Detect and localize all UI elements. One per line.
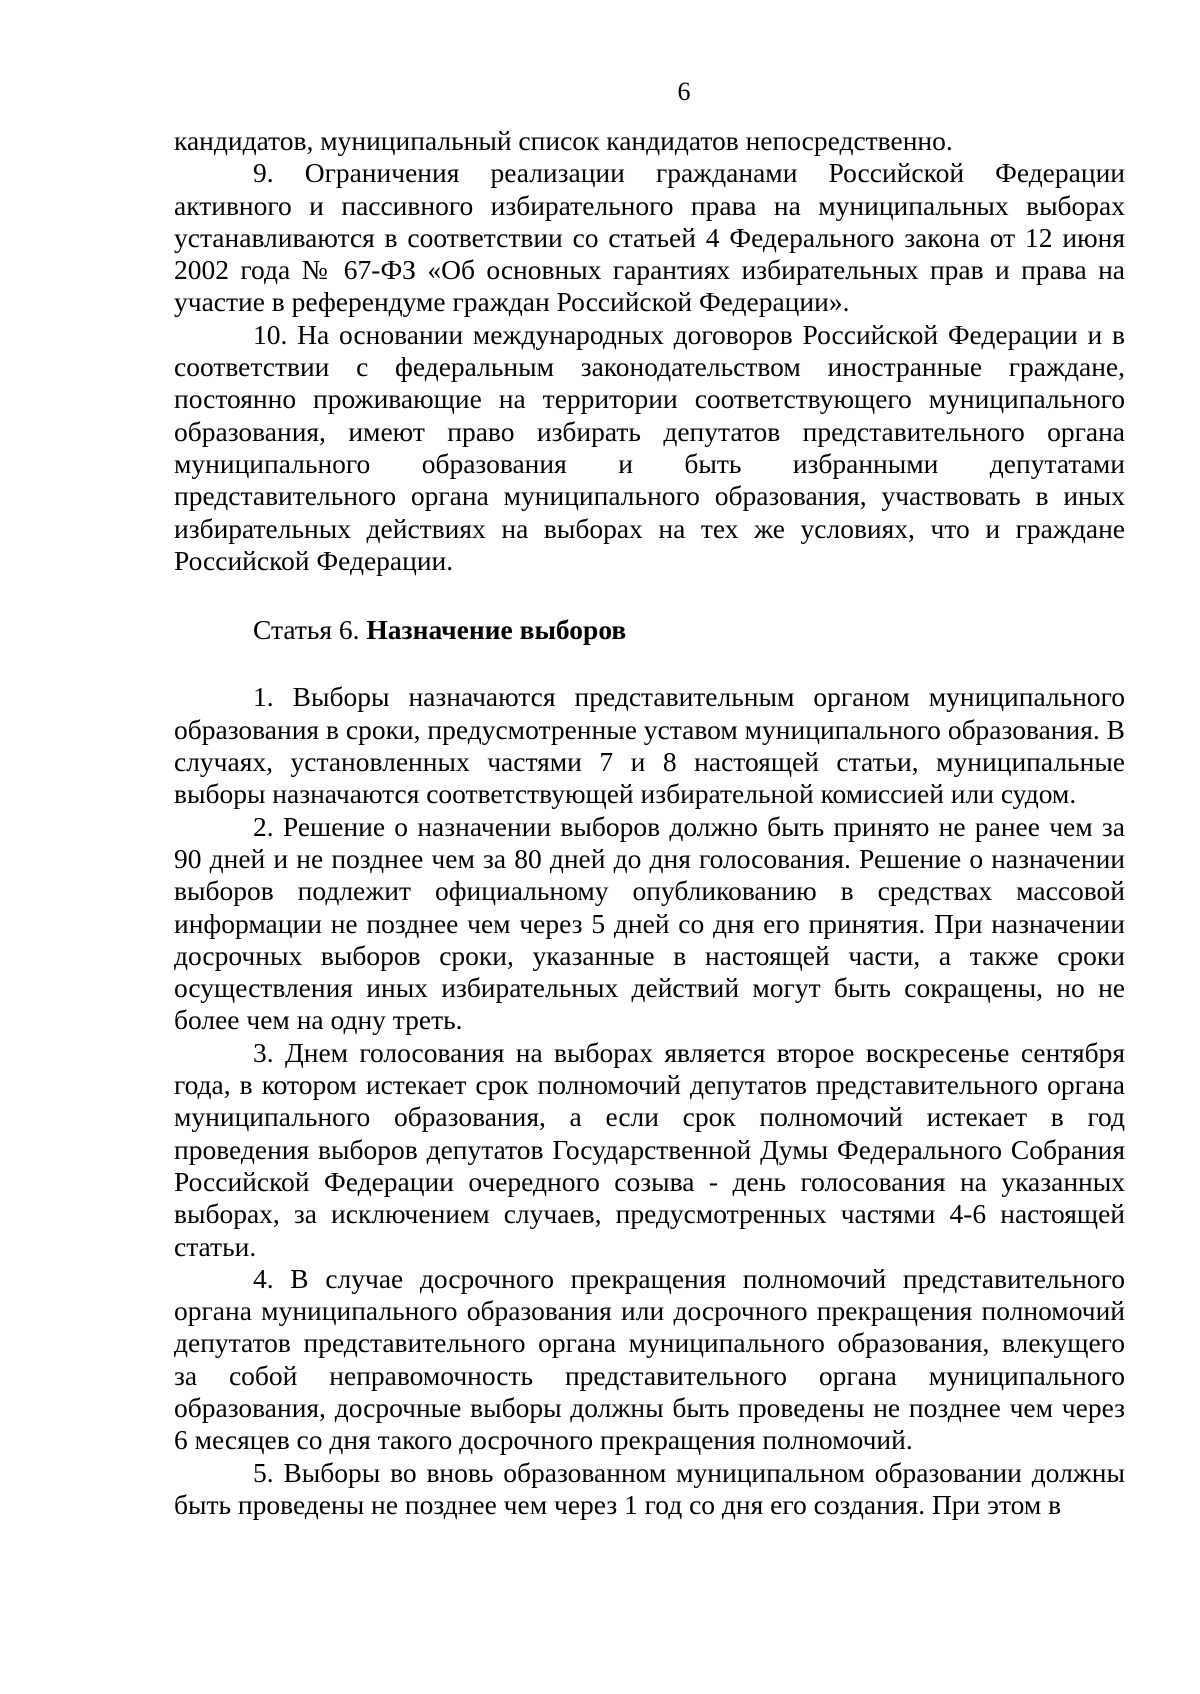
paragraph-item-1: 1. Выборы назначаются представительным органом муниципального образования в сроки, предусмотренные уставом муниципального образования. В случаях, установленных частями 7 и 8 настоящей статьи, муниципальные выборы назначаются соответствующей избирательной комиссией или судом. [174,681,1125,810]
article-heading [174,614,1125,646]
paragraph-item-2: 2. Решение о назначении выборов должно быть принято не ранее чем за 90 дней и не позднее чем за 80 дней до дня голосования. Решение о назначении выборов подлежит официальному опубликованию в средствах массовой информации не позднее чем через 5 дней со дня его принятия. При назначении досрочных выборов сроки, указанные в настоящей части, а также сроки осуществления иных избирательных действий могут быть сокращены, но не более чем на одну треть. [174,810,1125,1036]
article-label: Статья 6. [253,614,360,646]
paragraph-item-9: 9. Ограничения реализации гражданами Российской Федерации активного и пассивного избирательного права на муниципальных выборах устанавливаются в соответствии со статьей 4 Федерального закона от 12 июня 2002 года № 67-ФЗ «Об основных гарантиях избирательных прав и права на участие в референдуме граждан Российской Федерации». [174,157,1125,318]
paragraph-item-3: 3. Днем голосования на выборах является второе воскресенье сентября года, в котором истекает срок полномочий депутатов представительного органа муниципального образования, а если срок полномочий истекает в год проведения выборов депутатов Государственной Думы Федерального Собрания Российской Федерации очередного созыва - день голосования на указанных выборах, за исключением случаев, предусмотренных частями 4-6 настоящей статьи. [174,1036,1125,1262]
paragraph-item-4: 4. В случае досрочного прекращения полномочий представительного органа муниципального образования или досрочного прекращения полномочий депутатов представительного органа муниципального образования, влекущего за собой неправомочность представительного органа муниципального образования, досрочные выборы должны быть проведены не позднее чем через 6 месяцев со дня такого досрочного прекращения полномочий. [174,1262,1125,1456]
article-title: Назначение выборов [366,614,627,646]
document-body [174,125,1125,1521]
page-number: 6 [677,77,691,106]
paragraph-continuation: кандидатов, муниципальный список кандидатов непосредственно. [174,125,953,156]
paragraph-item-5: 5. Выборы во вновь образованном муниципальном образовании должны быть проведены не позднее чем через 1 год со дня его создания. При этом в [174,1456,1125,1520]
paragraph-item-10: 10. На основании международных договоров Российской Федерации и в соответствии с федеральным законодательством иностранные граждане, постоянно проживающие на территории соответствующего муниципального образования, имеют право избирать депутатов представительного органа муниципального образования и быть избранными депутатами представительного органа муниципального образования, участвовать в иных избирательных действиях на выборах на тех же условиях, что и граждане Российской Федерации. [174,318,1125,576]
